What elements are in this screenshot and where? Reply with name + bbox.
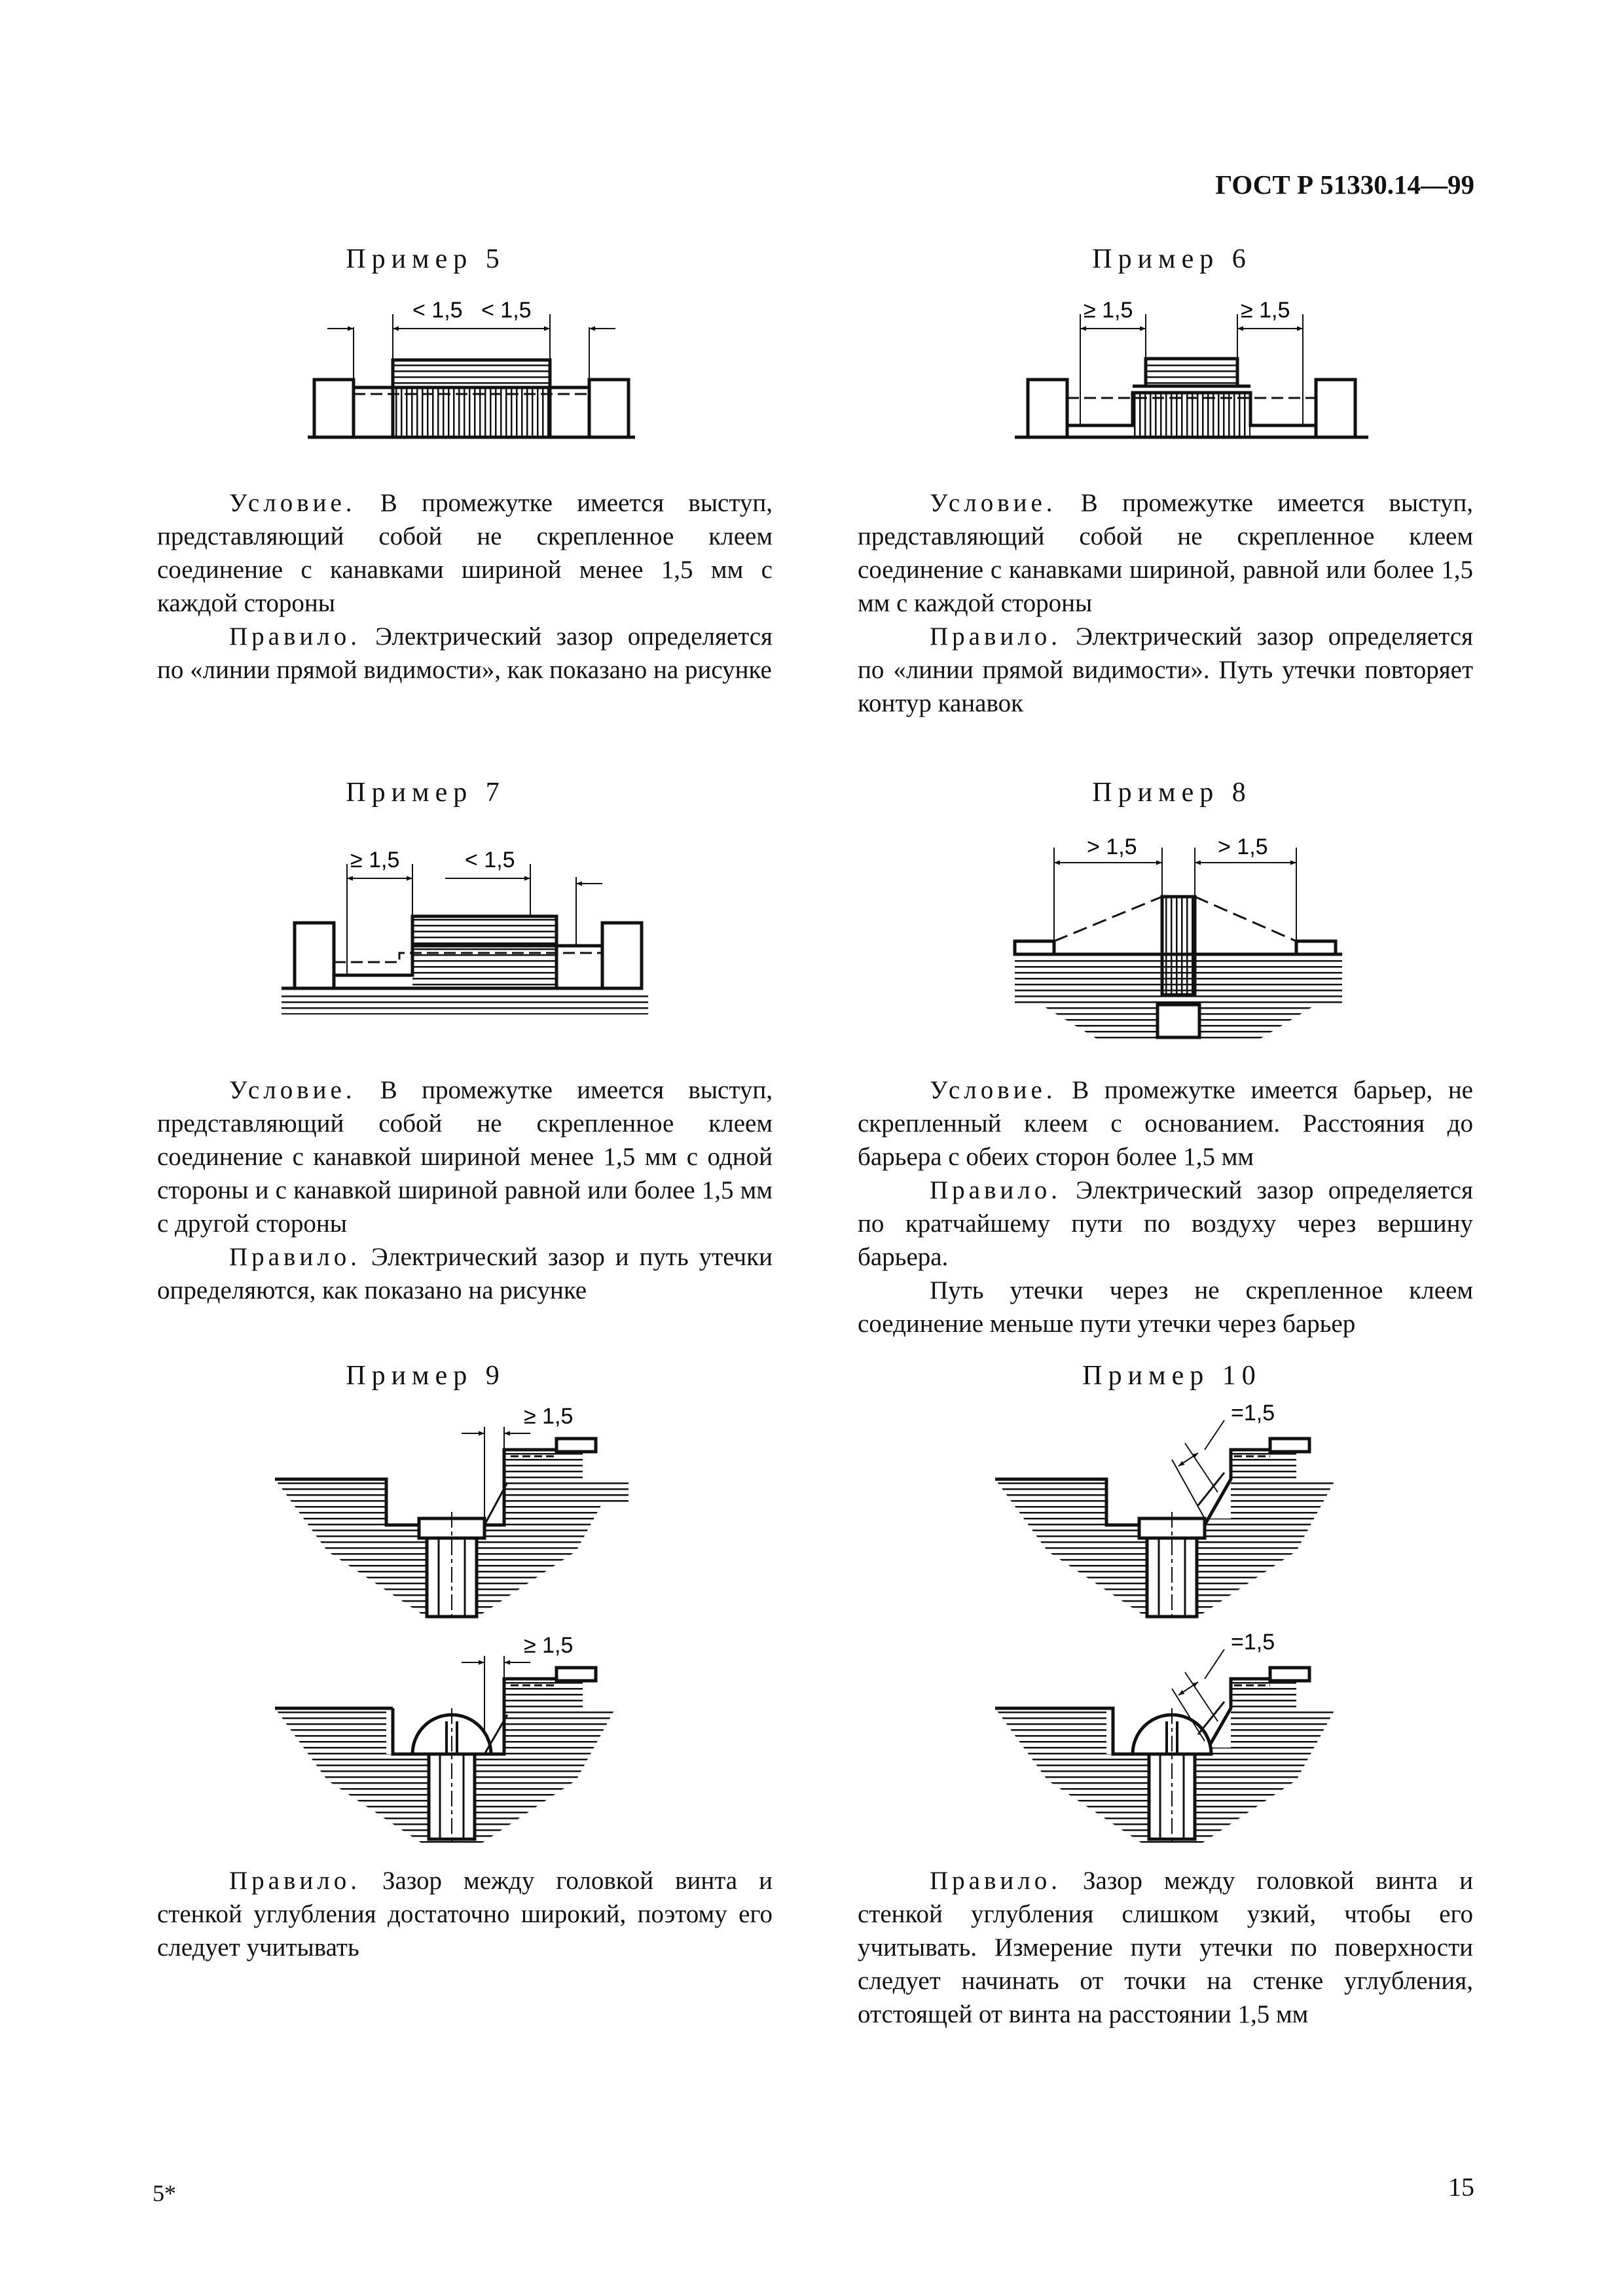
example-7-condition: В промежутке имеется выступ, представляющий собой не скрепленное клеем соединение с канавкой шириной менее 1,5 мм с одной стороны и с канавкой шириной равной или более 1,5 мм с другой стороны	[157, 1076, 773, 1238]
example-8-title: Пример 8	[1092, 778, 1252, 808]
example-7-title: Пример 7	[346, 778, 505, 808]
page-number: 15	[1448, 2172, 1474, 2202]
example-5-condition: В промежутке имеется выступ, представляющий собой не скрепленное клеем соединение с канавками шириной менее 1,5 мм с каждой стороны	[157, 489, 773, 617]
example-8-condition-label: Условие.	[930, 1076, 1057, 1104]
example-10-title: Пример 10	[1082, 1361, 1262, 1391]
example-5-rule: Электрический зазор определяется по «линии прямой видимости», как показано на рисунке	[157, 622, 773, 684]
example-10-rule-label: Правило.	[930, 1867, 1061, 1895]
example-10-figure-top	[982, 1394, 1349, 1623]
example-6-condition-label: Условие.	[930, 489, 1057, 517]
example-8-rule: Электрический зазор определяется по кратчайшему пути по воздуху через вершину барьера.	[858, 1176, 1473, 1271]
example-8-figure	[1008, 825, 1349, 1047]
example-8-condition: В промежутке имеется барьер, не скрепленный клеем с основанием. Расстояния до барьера с обеих сторон более 1,5 мм	[858, 1076, 1473, 1171]
example-6-text	[858, 486, 1473, 720]
example-9-dim-top: ≥ 1,5	[524, 1404, 574, 1429]
example-6-dim-left: ≥ 1,5	[1084, 298, 1133, 323]
example-5-condition-label: Условие.	[229, 489, 356, 517]
example-5-dim-right: < 1,5	[481, 298, 532, 323]
example-7-dim-right: < 1,5	[465, 848, 515, 872]
example-9-figure-top	[262, 1394, 629, 1623]
example-9-figure-bottom	[262, 1623, 629, 1859]
example-10-dim-top: =1,5	[1231, 1401, 1275, 1426]
example-9-title: Пример 9	[346, 1361, 505, 1391]
example-8-dim-right: > 1,5	[1218, 834, 1268, 859]
example-6-dim-right: ≥ 1,5	[1241, 298, 1290, 323]
example-7-rule-label: Правило.	[229, 1243, 361, 1271]
example-10-dim-bottom: =1,5	[1231, 1630, 1275, 1655]
example-6-rule-label: Правило.	[930, 622, 1061, 651]
example-9-text	[157, 1864, 773, 1964]
footer-sheet-mark: 5*	[153, 2180, 176, 2206]
example-5-text	[157, 486, 773, 687]
example-8-dim-left: > 1,5	[1087, 834, 1137, 859]
example-9-rule: Зазор между головкой винта и стенкой углубления достаточно широкий, поэтому его следует учитывать	[157, 1867, 773, 1962]
example-10-text	[858, 1864, 1473, 2031]
example-7-text	[157, 1073, 773, 1307]
example-6-figure	[1008, 288, 1375, 452]
example-8-rule-label: Правило.	[930, 1176, 1061, 1204]
example-7-dim-left: ≥ 1,5	[350, 848, 400, 872]
example-6-rule: Электрический зазор определяется по «линии прямой видимости». Путь утечки повторяет контур канавок	[858, 622, 1473, 717]
example-10-rule: Зазор между головкой винта и стенкой углубления слишком узкий, чтобы его учитывать. Измерение пути утечки по поверхности следует начинать от точки на стенке углубления, отстоящей от винта на расстоянии 1,5 мм	[858, 1867, 1473, 2028]
example-9-dim-bottom: ≥ 1,5	[524, 1633, 574, 1658]
document-header: ГОСТ Р 51330.14—99	[1215, 170, 1474, 200]
example-9-rule-label: Правило.	[229, 1867, 361, 1895]
example-8-extra: Путь утечки через не скрепленное клеем соединение меньше пути утечки через барьер	[858, 1276, 1473, 1338]
example-5-title: Пример 5	[346, 244, 505, 274]
example-8-text	[858, 1073, 1473, 1340]
example-7-rule: Электрический зазор и путь утечки определяются, как показано на рисунке	[157, 1243, 773, 1304]
example-10-figure-bottom	[982, 1623, 1349, 1859]
example-7-condition-label: Условие.	[229, 1076, 356, 1104]
example-5-figure	[301, 288, 642, 452]
example-5-rule-label: Правило.	[229, 622, 361, 651]
example-5-dim-left: < 1,5	[412, 298, 463, 323]
example-6-title: Пример 6	[1092, 244, 1252, 274]
example-7-figure	[275, 825, 655, 1021]
example-6-condition: В промежутке имеется выступ, представляющий собой не скрепленное клеем соединение с канавками шириной, равной или более 1,5 мм с каждой стороны	[858, 489, 1473, 617]
